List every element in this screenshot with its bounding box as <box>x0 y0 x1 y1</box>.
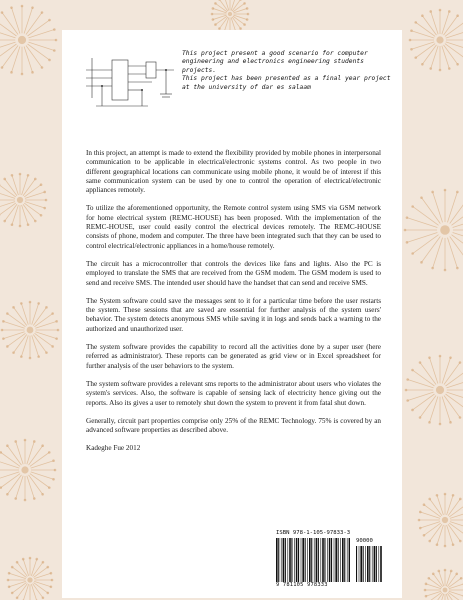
barcode-bar <box>340 538 341 582</box>
barcode-bar <box>329 538 331 582</box>
starburst-decoration <box>7 557 54 600</box>
barcode-bar <box>309 538 311 582</box>
barcode-bar <box>342 538 344 582</box>
barcode-bar <box>302 538 304 582</box>
starburst-decoration <box>0 5 57 76</box>
isbn-number: ISBN 978-1-105-97833-3 <box>276 530 351 536</box>
synopsis-paragraph: The circuit has a microcontroller that controls the devices like fans and lights. Also the PC is employed to translate the SMS that are received from the GSM modem. The GSM modem is used to send and receive SMS. The intended user should have the handset that can send and receive SMS. <box>86 259 381 287</box>
starburst-decoration <box>404 189 463 272</box>
barcode-bar <box>356 546 357 582</box>
header-description <box>182 50 392 92</box>
barcode-bar <box>324 538 325 582</box>
barcode-bar <box>338 538 339 582</box>
summary-paragraph: Generally, circuit part properties comprise only 25% of the REMC Technology. 75% is covered by an advanced software properties as described above. <box>86 416 381 435</box>
header-section <box>82 40 392 130</box>
starburst-decoration <box>211 0 250 33</box>
barcode-bar <box>316 538 318 582</box>
synopsis-text <box>86 149 381 463</box>
barcode-bar <box>334 538 335 582</box>
barcode-bar <box>305 538 306 582</box>
barcode-bar <box>301 538 302 582</box>
barcode-bar <box>379 546 380 582</box>
barcode-bar <box>363 546 364 582</box>
starburst-decoration <box>418 493 463 548</box>
barcode-bar <box>278 538 279 582</box>
barcode-bar <box>318 538 319 582</box>
barcode-bar <box>296 538 298 582</box>
barcode-addon-number: 90000 <box>356 538 373 544</box>
starburst-decoration <box>1 301 60 360</box>
barcode-bar <box>288 538 289 582</box>
barcode-bar <box>360 546 362 582</box>
barcode-addon-bars <box>356 546 382 582</box>
barcode-bar <box>311 538 312 582</box>
synopsis-paragraph: The system software provides the capability to record all the activities done by a super user (here referred as administrator). These reports can be generated as grid view or in Excel spreadsheet for further analysis of the user behaviors to the system. <box>86 343 381 370</box>
starburst-decoration <box>409 9 463 72</box>
barcode-bar <box>276 538 278 582</box>
barcode-bar <box>281 538 282 582</box>
header-line: at the university of dar es salaam <box>182 83 311 91</box>
barcode-bar <box>369 546 370 582</box>
barcode-bar <box>289 538 291 582</box>
barcode-bar <box>372 546 373 582</box>
synopsis-paragraph: In this project, an attempt is made to extend the flexibility provided by mobile phones in interpersonal communication to be applicable in electrical/electronic systems control. As two people in two different geographical locations can communicate using mobile phone, it would be of interest if this same communication system can be used by one to control the operation of electrical/electronic appliances remotely. <box>86 149 381 195</box>
author-line: Kadeghe Fue 2012 <box>86 444 141 453</box>
circuit-schematic-icon <box>82 50 178 116</box>
barcode-bar <box>347 538 348 582</box>
header-line: This project has been presented as a final year project <box>182 75 391 83</box>
barcode-bar <box>307 538 308 582</box>
barcode-bar <box>365 546 366 582</box>
barcode-bar <box>291 538 292 582</box>
barcode-bar <box>321 538 322 582</box>
barcode-bar <box>285 538 286 582</box>
starburst-decoration <box>0 173 47 228</box>
barcode-bar <box>359 546 360 582</box>
synopsis-paragraph: The system software provides a relevant sms reports to the administrator about users who violates the system's services. Also, the software is capable of sensing lack of electricity hence giving out the reports. Also its gives a user to remotely shut down the system to prevent it from fatal shut down. <box>86 379 381 407</box>
barcode-bar <box>314 538 315 582</box>
header-line: projects. <box>182 66 217 74</box>
barcode-bar <box>335 538 337 582</box>
header-line: This project present a good scenario for computer <box>182 50 368 57</box>
barcode-bar <box>374 546 376 582</box>
barcode-bar <box>344 538 345 582</box>
barcode-bar <box>322 538 324 582</box>
starburst-decoration <box>405 355 463 426</box>
barcode-bars <box>276 538 350 582</box>
barcode-bar <box>294 538 295 582</box>
barcode-bar <box>380 546 382 582</box>
barcode-bar <box>367 546 369 582</box>
isbn-barcode <box>274 530 384 590</box>
synopsis-paragraph: To utilize the aforementioned opportunity, the Remote control system using SMS via GSM network for home electrical system (REMC-HOUSE) has been proposed. With the implementation of the REMC-HOUSE, user could easily control the electrical devices remotely. The REMC-HOUSE consists of phone, modem and computer. The three have been integrated such that they can be used to control electrical/electronic appliances in a home/house remotely. <box>86 204 381 250</box>
barcode-bar <box>349 538 350 582</box>
barcode-digits: 9 781105 978333 <box>276 582 328 588</box>
barcode-bar <box>331 538 332 582</box>
barcode-bar <box>327 538 328 582</box>
starburst-decoration <box>424 569 463 600</box>
barcode-bar <box>298 538 299 582</box>
barcode-bar <box>376 546 377 582</box>
synopsis-paragraph: The System software could save the messages sent to it for a particular time before the user restarts the system. These sessions that are saved are essential for further analysis of the system users' behavior. The system detects anonymous SMS while saving it in logs and sends back a warning to the authorized and unauthorized user. <box>86 296 381 333</box>
header-line: engineering and electronics engineering students <box>182 58 364 66</box>
barcode-bar <box>283 538 285 582</box>
starburst-decoration <box>0 439 56 502</box>
